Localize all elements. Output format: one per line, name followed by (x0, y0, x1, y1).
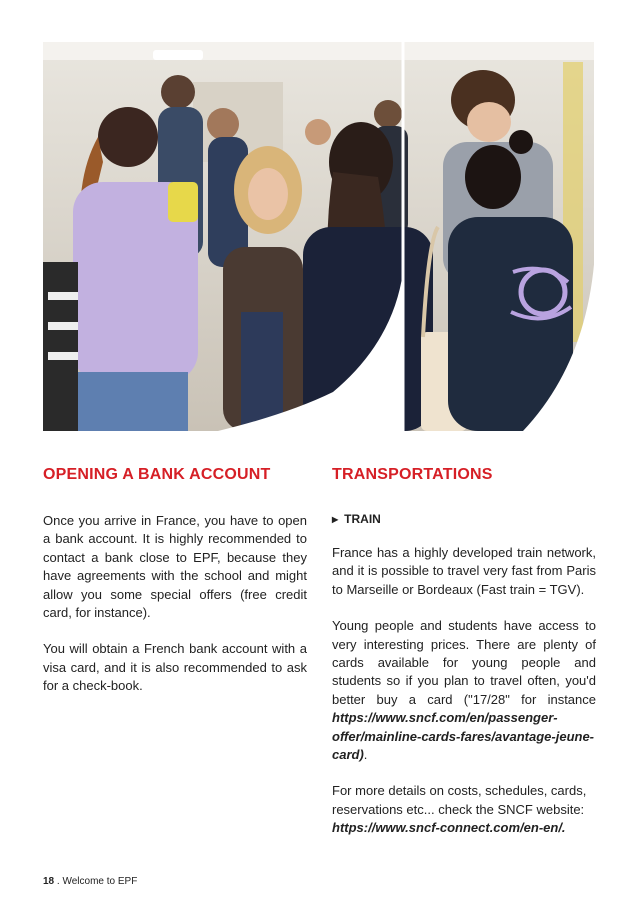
bank-account-paragraph-2: You will obtain a French bank account with a visa card, and it is also recommended to ask for a check-book. (43, 641, 307, 694)
bank-account-heading: OPENING A BANK ACCOUNT (43, 466, 271, 483)
footer-separator: . (56, 876, 60, 887)
train-paragraph-2 (332, 617, 596, 764)
hero-photo (43, 42, 595, 431)
footer-section-title: Welcome to EPF (62, 876, 138, 887)
page-footer (43, 876, 137, 887)
train-subheading (332, 512, 596, 526)
triangle-bullet-icon: ▶ (332, 514, 339, 524)
bank-account-paragraph-1: Once you arrive in France, you have to open a bank account. It is highly recommended to contact a bank close to EPF, because they have agreements with the school and might allow you some special offers (free credit card, for instance). (43, 513, 307, 621)
sncf-cards-link[interactable]: https://www.sncf.com/en/passenger-offer/mainline-cards-fares/avantage-jeune-card) (332, 710, 595, 763)
train-paragraph-2-text: Young people and students have access to very interesting prices. There are plenty of cards available for young people and students so if you plan to travel often, you'd better buy a card ("17/28" for instance (332, 618, 596, 707)
sncf-connect-link[interactable]: https://www.sncf-connect.com/en-en/. (332, 820, 566, 836)
transportations-heading: TRANSPORTATIONS (332, 466, 493, 483)
train-paragraph-1: France has a highly developed train network, and it is possible to travel very fast from Paris to Marseille or Bordeaux (Fast train = TGV). (332, 545, 596, 597)
train-paragraph-3 (332, 782, 596, 837)
students-hallway-photo (43, 42, 595, 431)
train-paragraph-3-text: For more details on costs, schedules, cards, reservations etc... check the SNCF website: (332, 783, 587, 817)
bank-account-section (43, 466, 307, 696)
page-number: 18 (43, 876, 55, 887)
train-subheading-label: TRAIN (344, 512, 381, 526)
train-paragraph-2-end: . (363, 747, 368, 763)
transportations-section (332, 466, 596, 838)
